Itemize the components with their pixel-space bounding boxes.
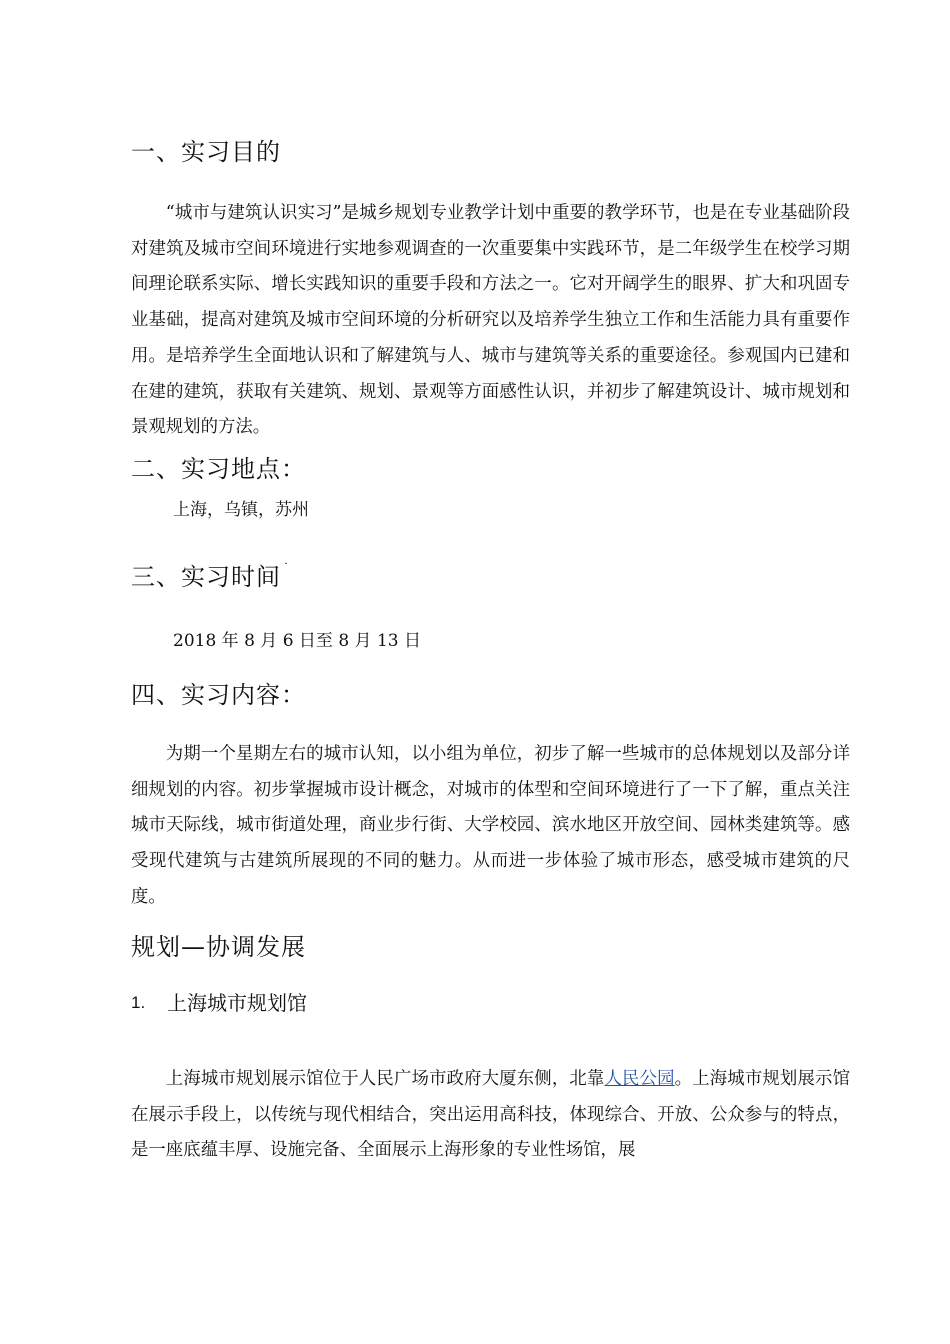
heading-purpose: 一、实习目的: [131, 138, 281, 166]
heading-location: 二、实习地点：: [131, 455, 306, 483]
heading-content: 四、实习内容：: [131, 681, 306, 709]
heading-planning: 规划—协调发展: [131, 933, 306, 961]
list-number: 1.: [131, 993, 146, 1012]
paragraph-shanghai-planning-hall: [131, 1062, 850, 1169]
heading-time-mark: ˙: [283, 561, 289, 575]
link-peoples-park[interactable]: 人民公园: [604, 1069, 675, 1089]
subheading-shanghai-planning-hall: 上海城市规划馆: [167, 991, 307, 1015]
heading-time: 三、实习时间: [131, 563, 281, 591]
paragraph-time: 2018 年 8 月 6 日至 8 月 13 日: [173, 631, 421, 651]
paragraph-content: 为期一个星期左右的城市认知，以小组为单位，初步了解一些城市的总体规划以及部分详细规划的内容。初步掌握城市设计概念，对城市的体型和空间环境进行了一下了解，重点关注城市天际线，城市街道处理，商业步行街、大学校园、滨水地区开放空间、园林类建筑等。感受现代建筑与古建筑所展现的不同的魅力。从而进一步体验了城市形态，感受城市建筑的尺度。: [131, 744, 850, 907]
paragraph-text-after-link: 。上海城市规划展示馆在展示手段上，以传统与现代相结合，突出运用高科技，体现综合、开放、公众参与的特点，是一座底蕴丰厚、设施完备、全面展示上海形象的专业性场馆，展: [131, 1069, 850, 1161]
paragraph-text-before-link: 上海城市规划展示馆位于人民广场市政府大厦东侧，北靠: [165, 1069, 605, 1089]
paragraph-purpose: “城市与建筑认识实习”是城乡规划专业教学计划中重要的教学环节，也是在专业基础阶段对建筑及城市空间环境进行实地参观调查的一次重要集中实践环节，是二年级学生在校学习期间理论联系实际、增长实践知识的重要手段和方法之一。它对开阔学生的眼界、扩大和巩固专业基础，提高对建筑及城市空间环境的分析研究以及培养学生独立工作和生活能力具有重要作用。是培养学生全面地认识和了解建筑与人、城市与建筑等关系的重要途径。参观国内已建和在建的建筑，获取有关建筑、规划、景观等方面感性认识，并初步了解建筑设计、城市规划和景观规划的方法。: [131, 203, 850, 438]
paragraph-location: 上海，乌镇，苏州: [173, 500, 309, 520]
